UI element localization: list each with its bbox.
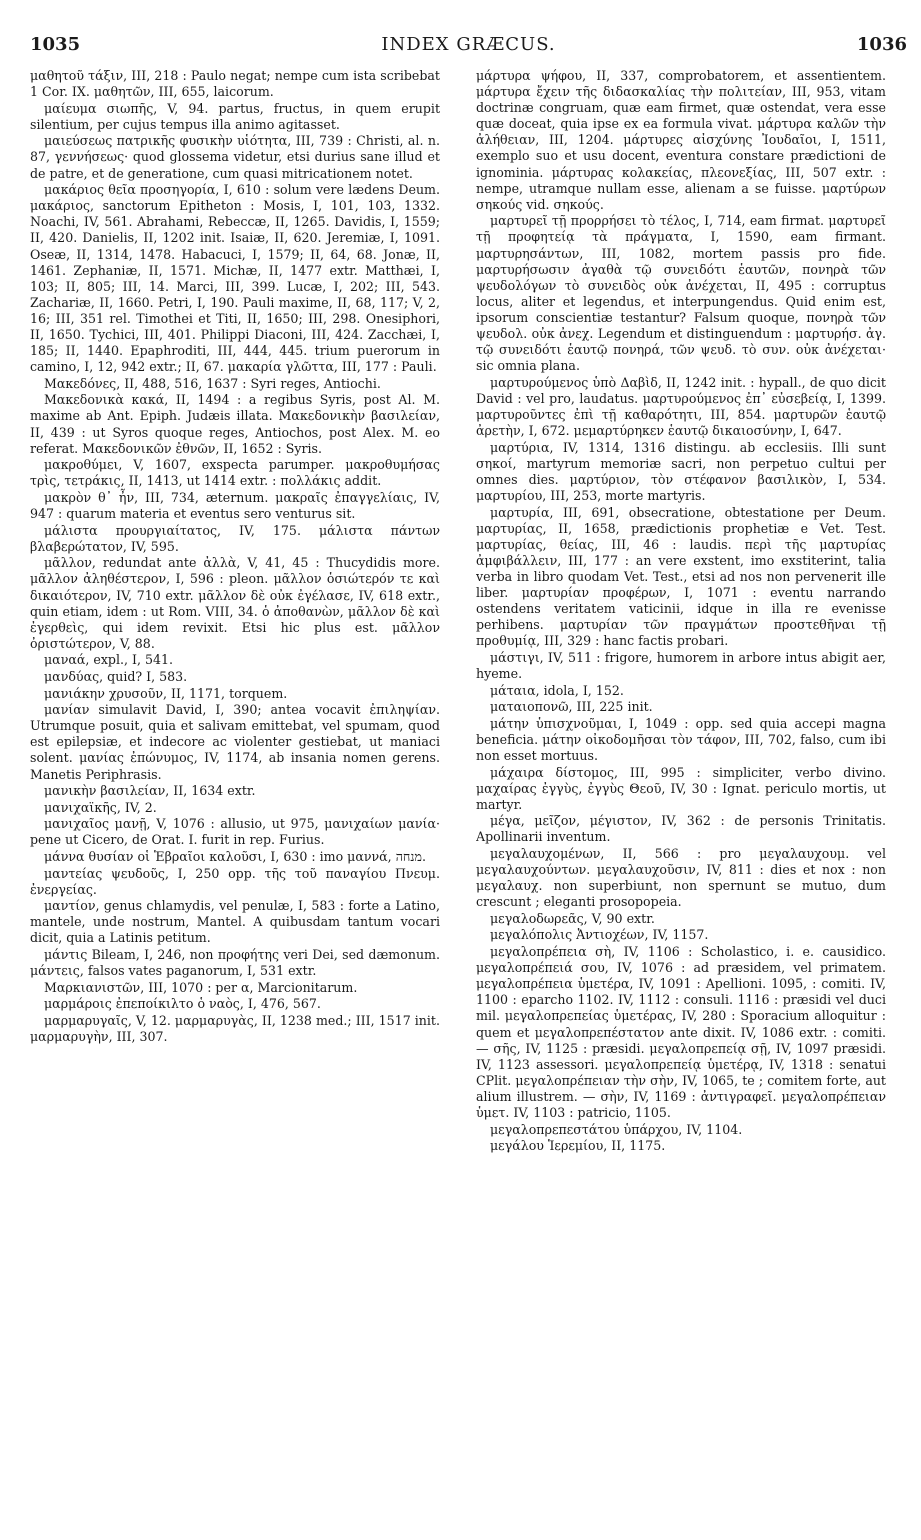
index-entry: Μακεδόνες, II, 488, 516, 1637 : Syri reges, Antiochi. [44, 375, 381, 391]
index-entry: μάρτυρα ψήφου, II, 337, comprobatorem, et assentientem. μάρτυρα ἔχειν τῆς διδασκαλίας τὴν πολιτείαν, III, 953, vitam doctrinæ congruam, quæ eam firmet, quæ ostendat, vera esse quæ doceat, quia ipse ex ea formula vivat. μάρτυρα καλῶν τὴν ἀλήθειαν, III, 1204. μάρτυρες αἰσχύνης Ἰουδαῖοι, I, 1511, exemplo suo et usu docent, eventura constare prædictioni de ignominia. μάρτυρας κολακείας, πλεονεξίας, III, 507 extr. : nempe, utramque nullam esse, alienam a se fuisse. μαρτύρων σηκούς vid. σηκούς. [476, 68, 886, 212]
index-entry: μανιχαϊκῆς, IV, 2. [44, 799, 157, 815]
index-entry: μαιεύσεως πατρικῆς φυσικὴν υἱότητα, III, 739 : Christi, al. n. 87, γεννήσεως· quod glossema videtur, etsi durius sane illud et de patre, et de generatione, cum quasi mitricationem notet. [30, 133, 440, 181]
index-entry: μεγαλοπρέπεια σὴ, IV, 1106 : Scholastico, i. e. causidico. μεγαλοπρέπειά σου, IV, 1076 : ad præsidem, vel primatem. μεγαλοπρέπεια ὑμετέρα, IV, 1091 : Apellioni. 1095, : comiti. IV, 1100 : eparcho 1102. IV, 1112 : consuli. 1116 : præsidi vel duci mil. μεγαλοπρεπείας ὑμετέρας, IV, 280 : Sporacium alloquitur : quem et μεγαλοπρεπέστατον ante dixit. IV, 1086 extr. : comiti. — σῆς, IV, 1125 : præsidi. μεγαλοπρεπείᾳ σῇ, IV, 1097 præsidi. IV, 1123 assessori. μεγαλοπρεπείᾳ ὑμετέρᾳ, IV, 1318 : senatui CPlit. μεγαλοπρέπειαν τὴν σὴν, IV, 1065, te ; comitem forte, aut alium illustrem. — σὴν, IV, 1169 : ἀντιγραφεῖ. μεγαλοπρέπειαν ὑμετ. IV, 1103 : patricio, 1105. [476, 944, 886, 1120]
index-entry: μαρτυρεῖ τῇ προρρήσει τὸ τέλος, I, 714, eam firmat. μαρτυρεῖ τῇ προφητείᾳ τὰ πράγματα, I, 1590, eam firmant. μαρτυρησάντων, III, 1082, mortem passis pro fide. μαρτυρήσωσιν ἀγαθὰ τῷ συνειδότι ἑαυτῶν, πονηρὰ τῶν ψευδολόγων τὸ συνειδὸς οὐκ ἀνέχεται, II, 495 : corruptus locus, aliter et legendus, et interpungendus. Quid enim est, ipsorum conscientiæ testantur? Falsum quoque, πονηρὰ τῶν ψευδολ. οὐκ ἀνεχ. Legendum et distinguendum : μαρτυρήσ. ἀγ. τῷ συνειδότι ἑαυτῷ πονηρά, τῶν ψευδ. τὸ συν. οὐκ ἀνέχεται· sic omnia plana. [476, 213, 886, 374]
index-entry: μαντείας ψευδοῦς, I, 250 opp. τῆς τοῦ παναγίου Πνευμ. ἐνεργείας. [30, 865, 440, 897]
index-entry: μαρμάροις ἐπεποίκιλτο ὁ ναὸς, I, 476, 567. [44, 996, 321, 1012]
page-number-left: 1035 [30, 34, 81, 55]
index-entry: μεγάλου Ἱερεμίου, II, 1175. [490, 1138, 666, 1154]
index-entry: μαρμαρυγαῖς, V, 12. μαρμαρυγὰς, II, 1238 med.; III, 1517 init. μαρμαρυγὴν, III, 307. [30, 1012, 440, 1045]
index-entry: μανδύας, quid? I, 583. [44, 668, 188, 684]
index-entry: μεγαλόπολις Ἀντιοχέων, IV, 1157. [490, 927, 709, 943]
index-entry: μάστιγι, IV, 511 : frigore, humorem in arbore intus abigit aer, hyeme. [476, 649, 886, 681]
index-entry: μάντις Bileam, I, 246, non προφήτης veri Dei, sed dæmonum. μάντεις, falsos vates paganorum, I, 531 extr. [30, 947, 440, 979]
running-title: INDEX GRÆCUS. [381, 34, 556, 55]
index-entry: μέγα, μεῖζον, μέγιστον, IV, 362 : de personis Trinitatis. Apollinarii inventum. [476, 813, 886, 845]
index-entry: Μαρκιανιστῶν, III, 1070 : per α, Marcionitarum. [44, 979, 358, 995]
left-column [30, 68, 440, 1528]
index-entry: μεγαλαυχομένων, II, 566 : pro μεγαλαυχουμ. vel μεγαλαυχούντων. μεγαλαυχοῦσιν, IV, 811 : dies et nox : non μεγαλαυχ. non superbiunt, non spernunt se mutuo, dum crescunt ; eleganti prosopopeia. [476, 846, 886, 910]
index-entry: μάλιστα προυργιαίτατος, IV, 175. μάλιστα πάντων βλαβερώτατον, IV, 595. [30, 522, 440, 554]
index-entry: μεγαλοδωρεᾶς, V, 90 extr. [490, 910, 655, 926]
index-entry: μακάριος θεῖα προσηγορία, I, 610 : solum vere lædens Deum. μακάριος, sanctorum Epitheton : Mosis, I, 101, 103, 1332. Noachi, IV, 561. Abrahami, Rebeccæ, II, 1265. Davidis, I, 1559; II, 420. Danielis, II, 1202 init. Isaiæ, II, 620. Jeremiæ, I, 1091. Oseæ, II, 1314, 1478. Habacuci, I, 1579; II, 64, 68. Jonæ, II, 1461. Zephaniæ, II, 1571. Michæ, II, 1477 extr. Matthæi, I, 103; II, 805; III, 14. Marci, III, 399. Lucæ, I, 202; III, 543. Zachariæ, II, 1660. Petri, I, 190. Pauli maxime, II, 68, 117; V, 2, 16; III, 351 rel. Timothei et Titi, II, 1650; III, 298. Onesiphori, II, 1650. Tychici, III, 401. Philippi Diaconi, III, 424. Zacchæi, I, 185; II, 1440. Epaphroditi, III, 444, 445. trium puerorum in camino, I, 12, 942 extr.; II, 67. μακαρία γλῶττα, III, 177 : Pauli. [30, 182, 440, 375]
index-entry: μάννα θυσίαν οἱ Ἑβραῖοι καλοῦσι, I, 630 : imo μαννά, מנחה. [44, 849, 426, 864]
index-entry: μανιάκην χρυσοῦν, II, 1171, torquem. [44, 685, 288, 701]
index-entry: μαίευμα σιωπῆς, V, 94. partus, fructus, in quem erupit silentium, per cujus tempus illa animo agitasset. [30, 100, 440, 132]
index-entry: Μακεδονικὰ κακά, II, 1494 : a regibus Syris, post Al. M. maxime ab Ant. Epiph. Judæis illata. Μακεδονικὴν βασιλείαν, II, 439 : ut Syros quoque reges, Antiochos, post Alex. M. eo referat. Μακεδονικῶν ἐθνῶν, II, 1652 : Syris. [30, 392, 440, 456]
right-column [476, 68, 886, 1528]
index-entry: μαναά, expl., I, 541. [44, 652, 174, 668]
index-entry: μανιχαῖος μανῇ, V, 1076 : allusio, ut 975, μανιχαίων μανία· pene ut Cicero, de Orat. I. furit in rep. Furius. [30, 816, 440, 848]
index-entry: μάτην ὑπισχνοῦμαι, I, 1049 : opp. sed quia accepi magna beneficia. μάτην οἰκοδομῆσαι τὸν τάφον, III, 702, falso, cum ibi non esset mortuus. [476, 715, 886, 763]
index-entry: μάχαιρα δίστομος, III, 995 : simpliciter, verbo divino. μαχαίρας ἐγγὺς, ἐγγὺς Θεοῦ, IV, 30 : Ignat. periculo mortis, ut martyr. [476, 764, 886, 812]
index-entry: μαθητοῦ τάξιν, III, 218 : Paulo negat; nempe cum ista scribebat 1 Cor. IX. μαθητῶν, III, 655, laicorum. [30, 68, 440, 100]
index-entry: μαρτυρούμενος ὑπὸ Δαβὶδ, II, 1242 init. : hypall., de quo dicit David : vel pro, laudatus. μαρτυρούμενος ἐπ᾽ εὐσεβείᾳ, I, 1399. μαρτυροῦντες ἐπὶ τῇ καθαρότητι, III, 854. μαρτυρῶν ἑαυτῷ ἀρετὴν, I, 672. μεμαρτύρηκεν ἑαυτῷ δικαιοσύνην, I, 647. [476, 374, 886, 439]
index-entry: μαρτύρια, IV, 1314, 1316 distingu. ab ecclesiis. Illi sunt σηκοί, martyrum memoriæ sacri, non perpetuo cultui per omnes dies. μαρτύριον, τὸν στέφανον βασιλικὸν, I, 534. μαρτυρίου, III, 253, morte martyris. [476, 439, 886, 503]
index-entry: μανίαν simulavit David, I, 390; antea vocavit ἐπιληψίαν. Utrumque posuit, quia et salivam emittebat, vel spumam, quod est epilepsiæ, et indecore ac violenter gestiebat, ut maniaci solent. μανίας ἐπώνυμος, IV, 1174, ab insania nomen gerens. Manetis Periphrasis. [30, 702, 440, 782]
index-entry: μαντίον, genus chlamydis, vel penulæ, I, 583 : forte a Latino, mantele, unde nostrum, Mantel. A quibusdam tantum vocari dicit, quia a Latinis petitum. [30, 898, 440, 946]
index-entry: μαρτυρία, III, 691, obsecratione, obtestatione per Deum. μαρτυρίας, II, 1658, prædictionis prophetiæ e Vet. Test. μαρτυρίας, θείας, III, 46 : laudis. περὶ τῆς μαρτυρίας ἀμφιβάλλειν, III, 177 : an vere exstent, imo exstiterint, talia verba in libro quodam Vet. Test., etsi ad nos non pervenerit ille liber. μαρτυρίαν προφέρων, I, 1071 : eventu narrando ostendens veritatem vaticinii, idque in illa re evenisse perhibens. μαρτυρίαν τῶν πραγμάτων προστεθῆναι τῇ προθυμίᾳ, III, 329 : hanc factis probari. [476, 504, 886, 649]
index-entry: μακροθύμει, V, 1607, exspecta parumper. μακροθυμήσας τρὶς, τετράκις, II, 1413, ut 1414 extr. : πολλάκις addit. [30, 457, 440, 489]
index-entry: μανικὴν βασιλείαν, II, 1634 extr. [44, 783, 256, 799]
index-entry: μάταια, idola, I, 152. [490, 682, 624, 698]
page-number-right: 1036 [856, 34, 907, 55]
index-entry: μεγαλοπρεπεστάτου ὑπάρχου, IV, 1104. [490, 1121, 743, 1137]
index-entry: μᾶλλον, redundat ante ἀλλὰ, V, 41, 45 : Thucydidis more. μᾶλλον ἀληθέστερον, I, 596 : pleon. μᾶλλον ὁσιώτερόν τε καὶ δικαιότερον, IV, 710 extr. μᾶλλον δὲ οὐκ ἐγέλασε, IV, 618 extr., quin etiam, idem : ut Rom. VIII, 34. ὁ ἀποθανὼν, μᾶλλον δὲ καὶ ἐγερθεὶς, qui idem revixit. Etsi hic plus est. μᾶλλον ὀριστώτερον, V, 88. [30, 555, 440, 651]
index-entry: μακρὸν θ᾽ ἦν, III, 734, æternum. μακραῖς ἐπαγγελίαις, IV, 947 : quarum materia et eventus sero venturus sit. [30, 489, 440, 522]
index-entry: ματαιοπονῶ, III, 225 init. [490, 699, 653, 715]
page-header [30, 34, 907, 58]
